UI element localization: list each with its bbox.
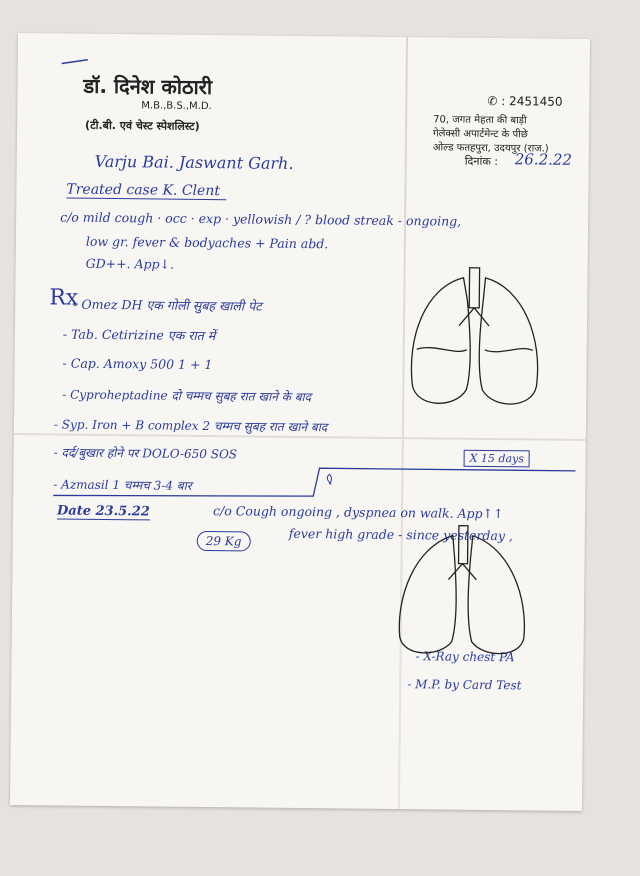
complaint-line: low gr. fever & bodyaches + Pain abd.: [85, 233, 329, 252]
duration-box: X 15 days: [464, 450, 530, 468]
rx-item: - Cap. Amoxy 500 1 + 1: [62, 355, 213, 373]
rx-symbol: Rx: [49, 285, 79, 311]
fissure-lines: [417, 347, 533, 352]
ink-mark: [327, 474, 331, 484]
investigation-item: - M.P. by Card Test: [407, 677, 522, 693]
trachea: [459, 526, 468, 564]
case-note: Treated case K. Clent: [66, 182, 226, 201]
left-lung: [411, 277, 471, 403]
clinic-phone: ✆ : 2451450: [487, 93, 563, 109]
rx-item: - Omez DH एक गोली सुबह खाली पेट: [73, 296, 262, 314]
prescription-sheet: [10, 33, 590, 811]
ink-mark: [62, 59, 88, 63]
ink-drawings: [10, 33, 590, 811]
rx-item: - Cyproheptadine दो चम्मच सुबह रात खाने के बाद: [62, 387, 312, 405]
right-lung: [479, 278, 539, 404]
followup-complaint: fever high grade - since yesterday ,: [288, 525, 513, 544]
section-divider: [53, 465, 575, 500]
doctor-degree: M.B.,B.S.,M.D.: [141, 100, 212, 113]
rx-item: - दर्द/बुखार होने पर DOLO-650 SOS: [53, 445, 238, 462]
clinic-address-line2: गेलेक्सी अपार्टमेन्ट के पीछे: [432, 128, 528, 141]
right-lung: [468, 536, 526, 654]
doctor-specialty: (टी.बी. एवं चेस्ट स्पेशलिस्ट): [85, 118, 200, 133]
bronchi: [459, 308, 489, 326]
date-label: दिनांक :: [464, 154, 499, 169]
lungs-diagram: [411, 267, 539, 404]
left-lung: [399, 535, 457, 653]
bronchi: [448, 564, 476, 580]
complaint-line: GD++. App↓.: [85, 255, 175, 272]
weight-badge: 29 Kg: [197, 531, 251, 552]
followup-date: Date 23.5.22: [56, 503, 150, 520]
investigation-item: - X-Ray chest PA: [415, 649, 515, 665]
clinic-address-line1: 70, जगत मेहता की बाड़ी: [433, 114, 527, 127]
rx-item: - Azmasil 1 चम्मच 3-4 बार: [53, 477, 192, 493]
patient-name: Varju Bai. Jaswant Garh.: [94, 151, 294, 173]
trachea: [469, 268, 479, 308]
date-value: 26.2.22: [514, 150, 573, 169]
doctor-name: डॉ. दिनेश कोठारी: [83, 73, 213, 100]
complaint-line: c/o mild cough · occ · exp · yellowish / ? blood streak - ongoing,: [60, 209, 462, 229]
clinic-address-line3: ओल्ड फतहपुरा, उदयपुर (राज.): [432, 142, 549, 155]
rx-item: - Syp. Iron + B complex 2 चम्मच सुबह रात खाने बाद: [53, 417, 328, 435]
followup-complaint: c/o Cough ongoing , dyspnea on walk. App↑↑: [212, 503, 504, 522]
rx-item: - Tab. Cetirizine एक रात में: [62, 326, 216, 344]
lungs-diagram: [399, 525, 525, 654]
